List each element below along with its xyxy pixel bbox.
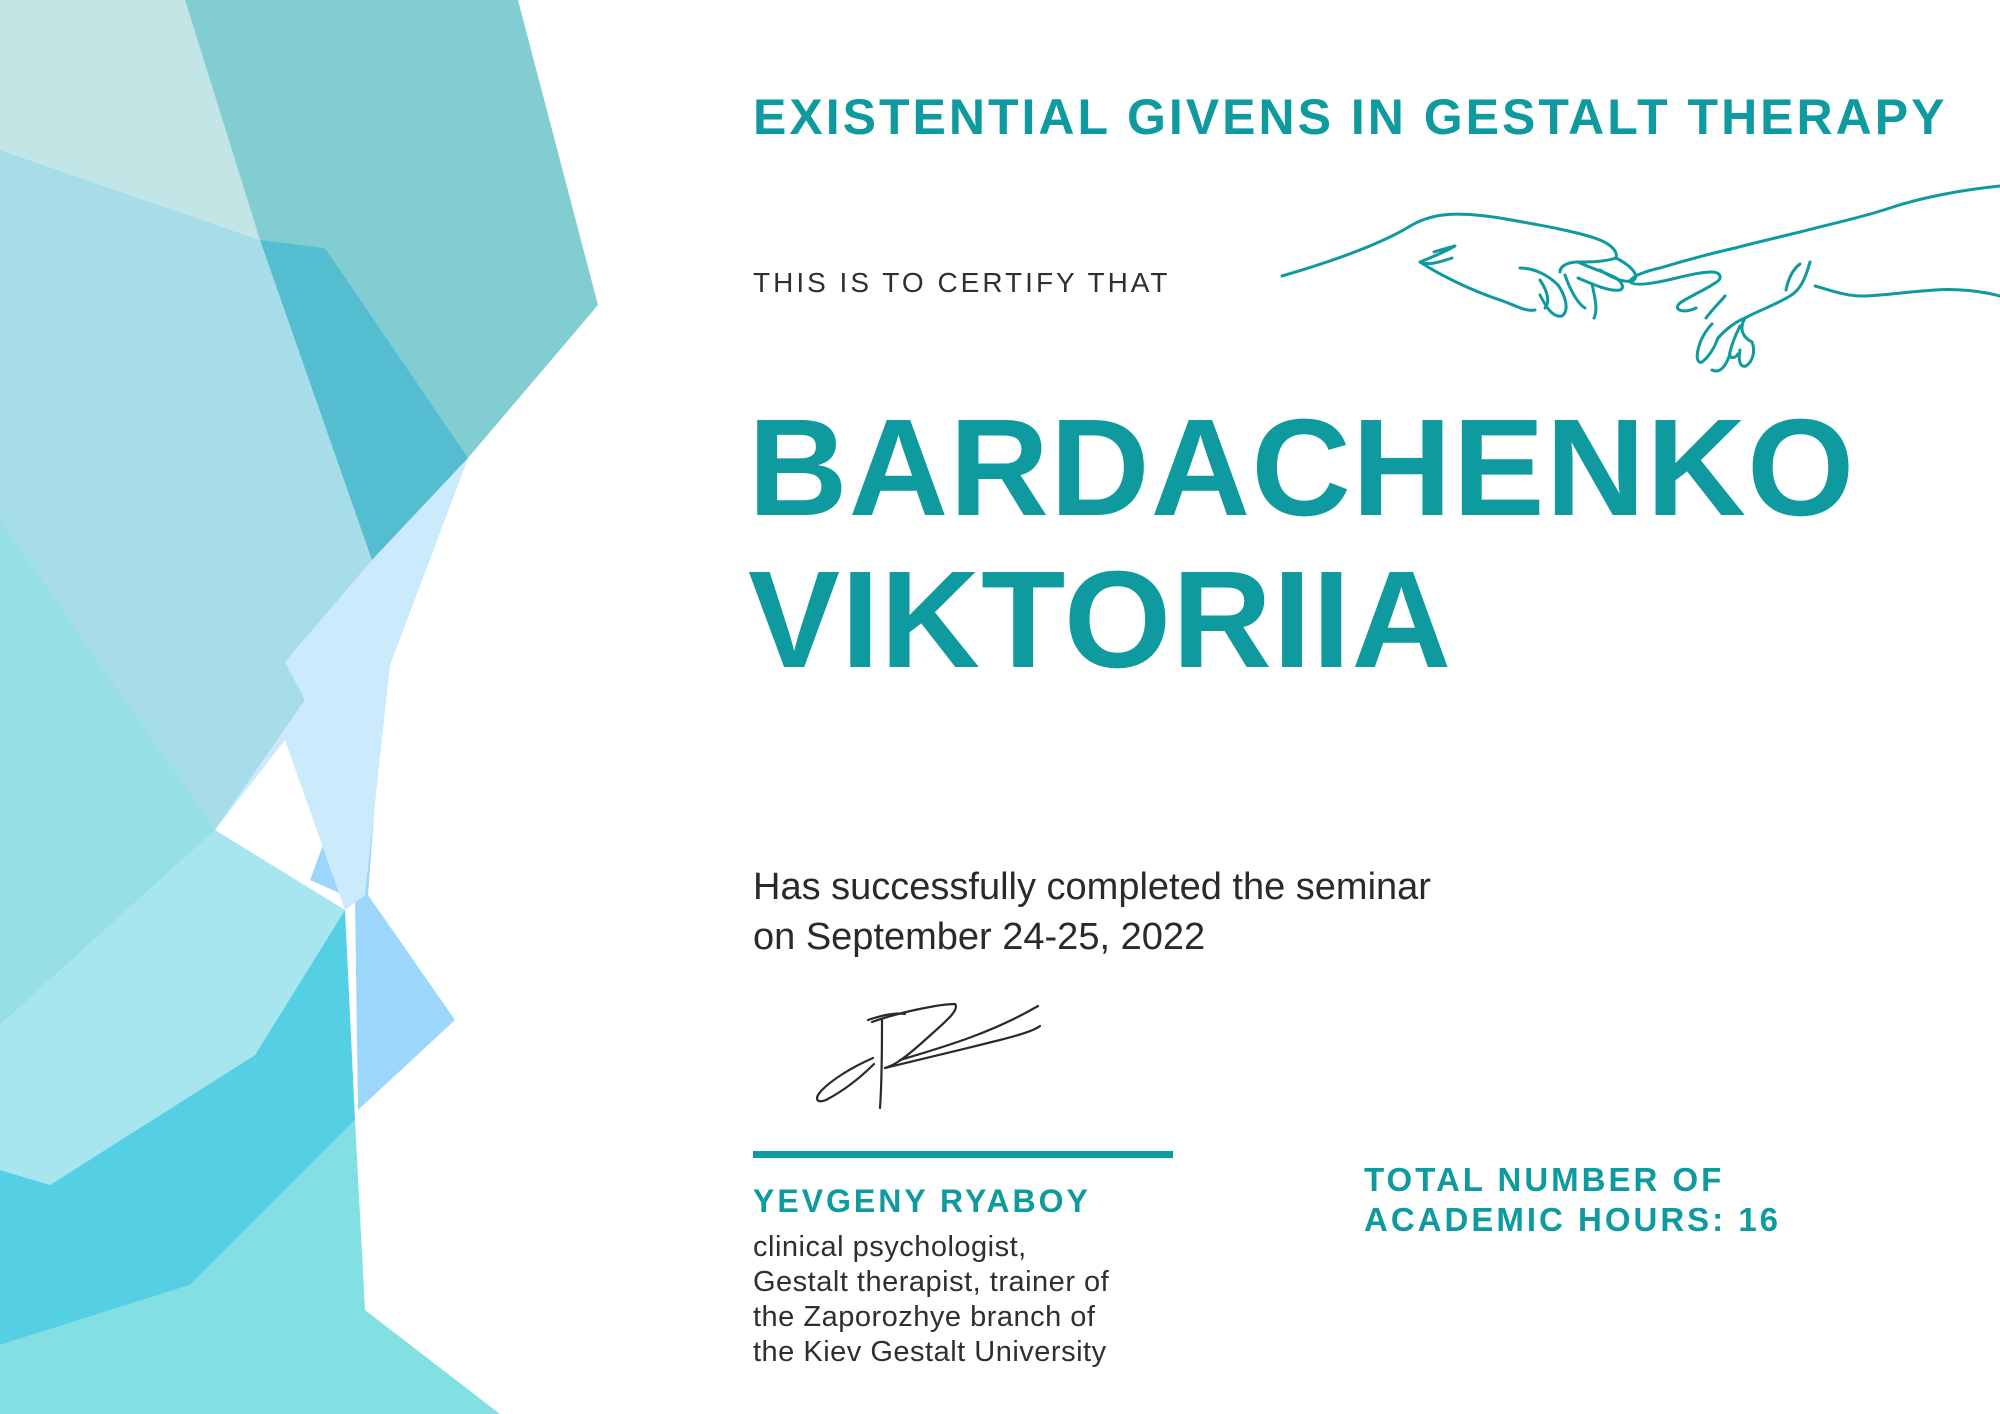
signer-name: YEVGENY RYABOY <box>753 1183 1091 1219</box>
signer-description-line: clinical psychologist, <box>753 1231 1027 1263</box>
signer-description-line: the Kiev Gestalt University <box>753 1336 1107 1368</box>
recipient-surname: BARDACHENKO <box>748 391 1856 545</box>
academic-hours-line-1: TOTAL NUMBER OF <box>1364 1161 1725 1198</box>
academic-hours <box>1364 1160 1781 1240</box>
certify-label: THIS IS TO CERTIFY THAT <box>753 267 1171 298</box>
signer-description-line: the Zaporozhye branch of <box>753 1301 1096 1333</box>
academic-hours-line-2: ACADEMIC HOURS: 16 <box>1364 1201 1782 1238</box>
signature-line <box>753 1151 1173 1158</box>
signer-description-line: Gestalt therapist, trainer of <box>753 1266 1110 1298</box>
completion-statement <box>753 862 1431 962</box>
completion-line-2: on September 24-25, 2022 <box>753 916 1206 958</box>
recipient-given-name: VIKTORIIA <box>748 543 1453 697</box>
recipient-name <box>748 392 1855 696</box>
signer-description <box>753 1230 1109 1370</box>
completion-line-1: Has successfully completed the seminar <box>753 866 1431 908</box>
seminar-title: EXISTENTIAL GIVENS IN GESTALT THERAPY <box>753 89 1948 145</box>
